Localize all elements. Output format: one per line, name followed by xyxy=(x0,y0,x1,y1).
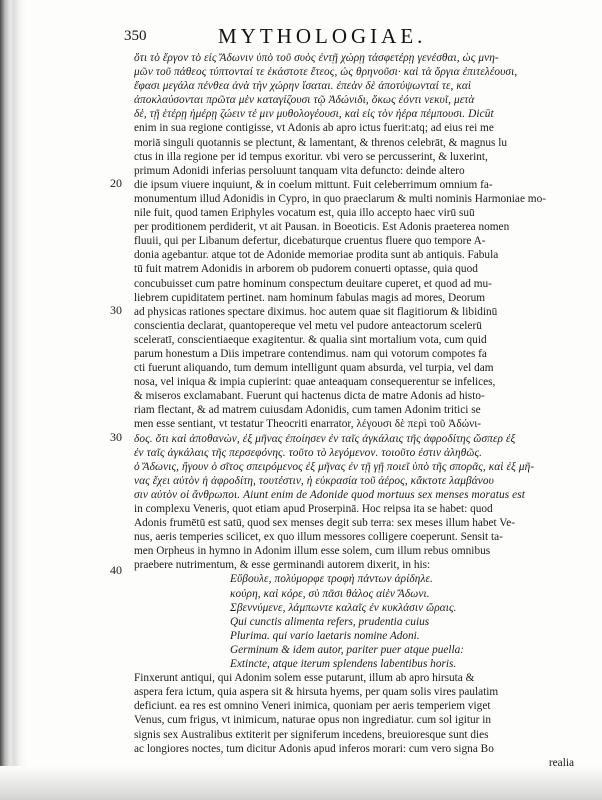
verse-line: κούρη, καὶ κόρε, σὺ πᾶσι θάλος αἰὲν Ἄδωνι. xyxy=(230,587,430,600)
text-line: praebere nutrimentum, & esse germinandi autorem dixerit, in his: xyxy=(134,559,431,572)
verse-line: Qui cunctis alimenta refers, prudentia cuius xyxy=(230,615,430,628)
text-line: conscientia declarat, quantopereque vel metu vel pudore anteactorum scelerū xyxy=(134,319,482,332)
text-line: signis sex Australibus extiterit per signiferum incedens, breuioresque sunt dies xyxy=(134,728,489,741)
page-number: 350 xyxy=(124,28,147,44)
text-line: deficiunt. ea res est omnino Veneri inimica, quoniam per aeris temperiem viget xyxy=(134,700,491,713)
text-line: riam flectant, & ad matrem cuiusdam Adonidis, cum tamen Adonim tritici se xyxy=(134,404,481,417)
text-line: ac longiores noctes, tum dicitur Adonis apud inferos morari: cum vero signa Bo xyxy=(134,742,494,755)
text-line: Venus, cum frigus, vt inimicum, naturae opus non ingrediatur. cum sol igitur in xyxy=(134,714,492,727)
text-line: liebrem cupiditatem pertinet. nam hominum fabulas magis ad mores, Deorum xyxy=(134,291,486,304)
body-text xyxy=(134,51,578,770)
text-line: moriā singuli quotannis se plectunt, & lamentant, & threnos celebrāt, & magnus lu xyxy=(134,136,508,149)
text-line: ὅτι τὸ ἔργον τὸ εἰς Ἄδωνιν ὑπὸ τοῦ συὸς ἐντῇ χώρῃ τάσφετέρῃ γενέσθαι, ὡς μνη- xyxy=(134,52,499,64)
text-line: concubuisset cum patre hominum conspectum deuitare cuperet, et quod ad mu- xyxy=(134,277,492,290)
text-line: Finxerunt antiqui, qui Adonim solem esse putarunt, illum ab apro hirsuta & xyxy=(134,672,475,685)
margin-line-number: 20 xyxy=(110,176,122,190)
margin-line-number: 30 xyxy=(110,430,122,444)
text-line: ἔφασι μεγάλα πένθεα ἀνὰ τὴν χώρην ἵσαται. ἐπεὰν δὲ ἀποτύψωνταί τε, καὶ xyxy=(134,80,472,93)
text-line: per proditionem perdiderit, vt ait Pausan. in Boeoticis. Est Adonis praeterea nomen xyxy=(134,221,510,234)
text-line: ὁ Ἄδωνις, ἤγουν ὁ σῖτος σπειρόμενος ἐξ μῆνας ἐν τῇ γῇ ποιεῖ ὑπὸ τῆς σπορᾶς, καὶ ἐξ μῆ- xyxy=(134,460,535,473)
text-line: & miseros exclamabant. Fuerunt qui hactenus dicta de matre Adonis ad histo- xyxy=(134,390,485,403)
text-line: νας ἔχει αὐτὸν ἡ ἀφροδίτη, τουτέστιν, ἡ εὐκρασία τοῦ ἀέρος, κἄκτοτε λαμβάνου xyxy=(134,474,494,487)
text-line: primum Adonidi inferias persoluunt tanquam vita defuncto: deinde altero xyxy=(134,164,465,177)
text-line: men esse sentiant, vt testatur Theocriti enarrator, λέγουσι δὲ περὶ τοῦ Ἀδώνι- xyxy=(134,418,482,431)
verse-line: Σβεννύμενε, λάμπωντε καλαῖς ἐν κυκλάσιν ὥραις. xyxy=(230,601,457,614)
text-line: ctus in illa regione per id tempus exoritur. vbi vero se percusserint, & luxerint, xyxy=(134,150,488,163)
text-line: μῶν τοῦ πάθεος τύπτονταί τε ἑκάστοτε ἔτεος, ὡς θρηνοῦσι· καὶ τὰ ὄργια ἐπιτελέουσι, xyxy=(134,66,518,79)
verse-line: Germinum & idem autor, pariter puer atque puella: xyxy=(230,643,465,656)
text-line: ad physicas rationes spectare diximus. hoc autem quae sit flagitiorum & libidinū xyxy=(134,305,498,318)
text-line: men Orpheus in hymno in Adonim illum esse solem, cum illum rebus omnibus xyxy=(134,545,491,558)
text-line: cti fuerunt aliquando, tum demum intelligunt quam absurda, vel turpia, vel dam xyxy=(134,362,494,375)
verse-line: Extincte, atque iterum splendens labentibus horis. xyxy=(230,658,457,671)
text-line: ἐν ταῖς ἀγκάλαις τῆς περσεφόνης. τοῦτο τὸ λεγόμενον. τοιοῦτο ἐστιν ἀληθῶς. xyxy=(134,446,483,459)
text-line: monumentum illud Adonidis in Cypro, in quo praeclarum & multi nominis Harmoniae mo- xyxy=(134,192,546,205)
text-line: parum honestum a Diis impetrare contendimus. nam qui votorum compotes fa xyxy=(134,347,487,360)
book-page-edge xyxy=(0,0,26,800)
page-bottom-shadow xyxy=(0,766,602,800)
text-line: σιν αὐτὸν οἱ ἄνθρωποι. Aiunt enim de Adonide quod mortuus sex menses moratus est xyxy=(134,488,526,501)
text-line: nosa, vel iniqua & impia cupierint: quae anteaquam consequerentur se infelices, xyxy=(134,376,496,389)
verse-line: Εὔβουλε, πολύμορφε τροφὴ πάντων ἀρίδηλε. xyxy=(230,573,433,586)
margin-line-number: 30 xyxy=(110,303,122,317)
text-line: tū fuit matrem Adonidis in arborem ob pudorem conuerti optasse, quia quod xyxy=(134,263,478,276)
running-title: MYTHOLOGIAE. xyxy=(218,24,427,48)
text-line: die ipsum viuere inquiunt, & in coelum mittunt. Fuit celeberrimum omnium fa- xyxy=(134,178,493,191)
text-line: in complexu Veneris, quot etiam apud Proserpinā. Hoc reipsa ita se habet: quod xyxy=(134,503,493,515)
text-line: nile fuit, quod tamen Eriphyles vocatum est, quia illo accepto haec virū suū xyxy=(134,207,475,220)
text-line: δος. ὅτι καὶ ἀποθανὼν, ἐξ μῆνας ἐποίησεν ἐν ταῖς ἀγκάλαις τῆς ἀφροδίτης ὥσπερ ἐξ xyxy=(134,432,516,445)
text-line: fluuii, qui per Libanum defertur, dicebaturque cruentus fluere quo tempore A- xyxy=(134,235,486,248)
text-line: Adonis frumētū est satū, quod sex menses degit sub terra: sex meses illum habet Ve- xyxy=(134,517,515,530)
text-line: nus, aeris temperies scilicet, ex quo illum messores colligere coeperunt. Sensit ta- xyxy=(134,531,503,544)
margin-line-number: 40 xyxy=(110,563,122,577)
text-line: aspera fera ictum, quia aspera sit & hirsuta hyems, per quam solis vires paulatim xyxy=(134,686,499,699)
text-line: donia agebantur. atque tot de Adonide memoriae prodita sunt ab antiquis. Fabula xyxy=(134,249,499,262)
text-line: sceleratī, conscientiaeque exagitentur. & qualia sint mortalium vota, cum quid xyxy=(134,333,487,346)
text-line: enim in sua regione contigisse, vt Adonis ab apro ictus fuerit:atq; ad eius rei me xyxy=(134,122,494,135)
verse-line: Plurima. qui vario laetaris nomine Adoni. xyxy=(230,629,420,642)
text-line: δὲ, τῇ ἑτέρῃ ἡμέρῃ ζώειν τέ μιν μυθολογέουσι, καὶ εἰς τὸν ἠέρα πέμπουσι. Dicūt xyxy=(134,108,494,121)
catchword: realia xyxy=(548,756,574,769)
page-header xyxy=(124,24,564,50)
text-line: ἀποκλαύσονται πρῶτα μὲν καταγίζουσι τῷ Ἀδώνιδι, ὅκως ἐόντι νεκυῖ, μετὰ xyxy=(134,94,475,107)
